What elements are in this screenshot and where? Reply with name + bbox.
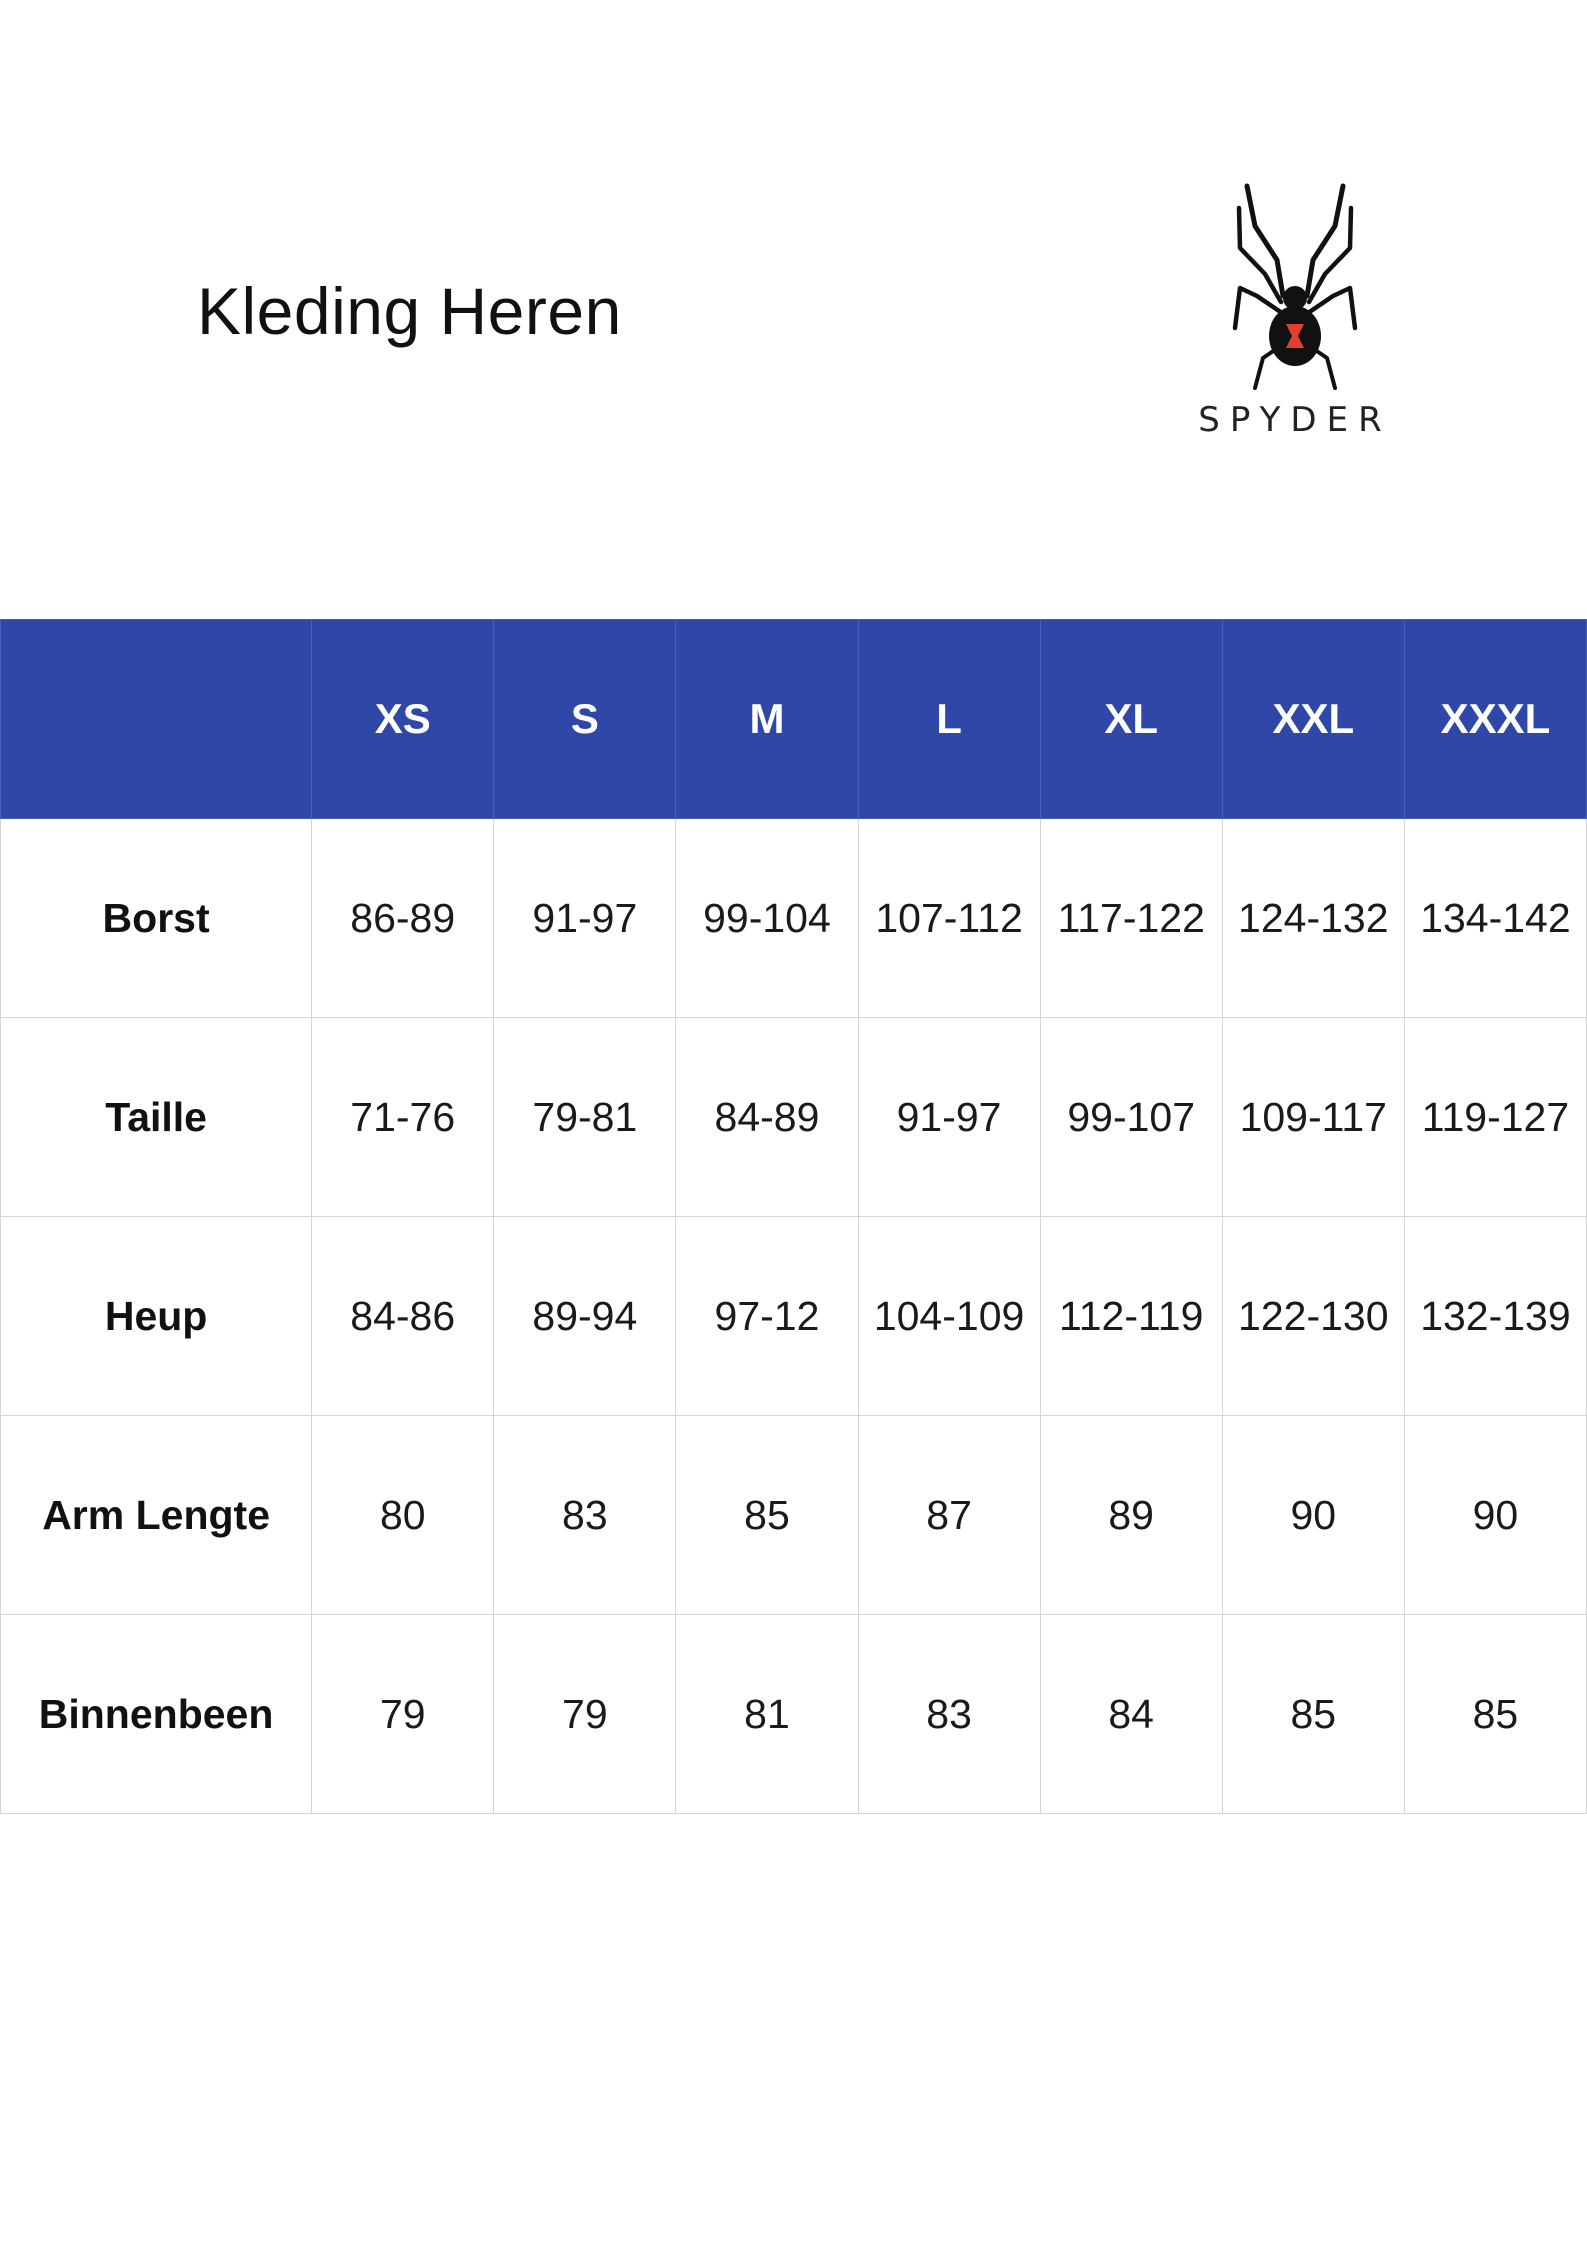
table-cell: 79-81 (494, 1018, 676, 1217)
table-cell: 99-104 (676, 819, 858, 1018)
table-row (1, 1018, 1587, 1217)
table-row (1, 1615, 1587, 1814)
corner-header-cell (1, 620, 312, 819)
size-header-xxl: XXL (1222, 620, 1404, 819)
table-cell: 89 (1040, 1416, 1222, 1615)
table-cell: 107-112 (858, 819, 1040, 1018)
table-cell: 132-139 (1404, 1217, 1586, 1416)
table-cell: 79 (494, 1615, 676, 1814)
table-cell: 89-94 (494, 1217, 676, 1416)
table-row (1, 1416, 1587, 1615)
size-header-m: M (676, 620, 858, 819)
table-cell: 122-130 (1222, 1217, 1404, 1416)
table-cell: 91-97 (858, 1018, 1040, 1217)
table-cell: 119-127 (1404, 1018, 1586, 1217)
table-cell: 87 (858, 1416, 1040, 1615)
table-cell: 85 (1222, 1615, 1404, 1814)
table-cell: 71-76 (312, 1018, 494, 1217)
table-cell: 85 (676, 1416, 858, 1615)
row-label: Borst (1, 819, 312, 1018)
table-cell: 86-89 (312, 819, 494, 1018)
table-cell: 83 (494, 1416, 676, 1615)
table-row (1, 1217, 1587, 1416)
table-cell: 81 (676, 1615, 858, 1814)
table-cell: 117-122 (1040, 819, 1222, 1018)
table-cell: 134-142 (1404, 819, 1586, 1018)
spyder-wordmark: SPYDER (1198, 400, 1392, 440)
table-row (1, 819, 1587, 1018)
table-cell: 84 (1040, 1615, 1222, 1814)
size-header-l: L (858, 620, 1040, 819)
table-cell: 109-117 (1222, 1018, 1404, 1217)
size-header-xxxl: XXXL (1404, 620, 1586, 819)
size-chart-table (0, 619, 1587, 1814)
table-cell: 80 (312, 1416, 494, 1615)
table-header-row (1, 620, 1587, 819)
spyder-logo (1185, 178, 1405, 448)
row-label: Arm Lengte (1, 1416, 312, 1615)
size-header-xs: XS (312, 620, 494, 819)
row-label: Heup (1, 1217, 312, 1416)
table-cell: 85 (1404, 1615, 1586, 1814)
size-header-s: S (494, 620, 676, 819)
table-cell: 104-109 (858, 1217, 1040, 1416)
table-cell: 83 (858, 1615, 1040, 1814)
table-cell: 84-86 (312, 1217, 494, 1416)
page-title: Kleding Heren (197, 274, 622, 348)
table-cell: 91-97 (494, 819, 676, 1018)
spider-icon (1185, 178, 1405, 393)
row-label: Binnenbeen (1, 1615, 312, 1814)
table-cell: 84-89 (676, 1018, 858, 1217)
size-header-xl: XL (1040, 620, 1222, 819)
table-cell: 124-132 (1222, 819, 1404, 1018)
table-cell: 99-107 (1040, 1018, 1222, 1217)
table-cell: 97-12 (676, 1217, 858, 1416)
table-cell: 90 (1404, 1416, 1586, 1615)
table-cell: 112-119 (1040, 1217, 1222, 1416)
row-label: Taille (1, 1018, 312, 1217)
table-cell: 79 (312, 1615, 494, 1814)
table-cell: 90 (1222, 1416, 1404, 1615)
